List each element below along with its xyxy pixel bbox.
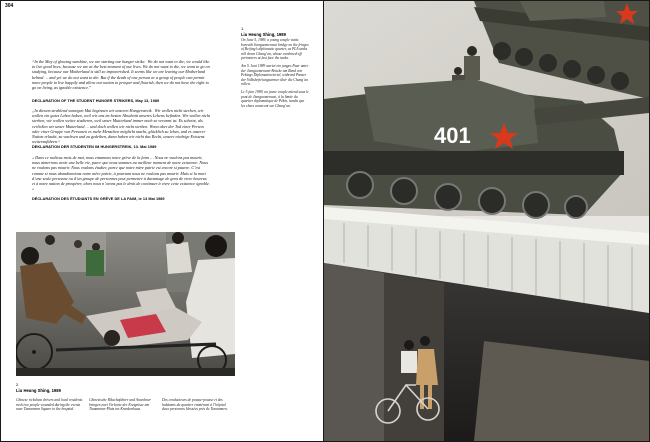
bottom-caption-number: 2. [16,382,20,387]
side-caption-english: On June 5, 1989, a young couple waits beneath Jianguomenwai bridge on the fringes of Beijing’s diplomatic quarter, as PLA tanks roll down Chang’an, whose cordoned-off perimeters at last face the tanks. [241,38,309,61]
page-number: 304 [5,3,14,9]
bottom-caption-title: Liu Heung Shing, 1989 [16,388,61,393]
right-page [324,1,649,441]
quote-german: „In diesem strahlend sonnigen Mai beginnen wir unseren Hungerstreik. Wir wollen nicht sterben, wir wollen ein gutes Leben haben, weil wir uns im besten Abschnitt unseres Lebens befinden. Wir wollen nicht sterben, wir wollen weiter studieren, weil unser Mutterland immer noch so verarmt ist. Es scheint, als verließen wir unser Mutterland … und doch wollen wir nicht sterben. Wenn aber der Tod einer Person oder einer Gruppe von Personen es mehr Menschen möglicht macht, glücklich zu leben, und es unserer Nation erlaubt, zu wachsen und zu gedeihen, dann haben wir nicht das Recht, unsere niedrige Existenz weiterzuführen.“ [32,108,210,145]
left-page [1,1,323,441]
side-caption [241,26,309,108]
photo-tanks-bridge [324,1,649,441]
bottom-caption [16,382,94,393]
bottom-caption-german: Chinesische Rikschafahrer und Anwohner bringen zwei Verletzte der Ereignisse am Tiananmen-Platz ins Krankenhaus. [89,398,151,412]
source-french: DÉCLARATION DES ÉTUDIANTS EN GRÈVE DE LA FAIM, le 13 Mai 1989 [32,197,165,201]
photo-rickshaw-wounded [16,232,235,376]
side-caption-title: Liu Heung Shing, 1989 [241,32,286,37]
side-caption-german: Am 5. Juni 1989 wartet ein junges Paar unter der Jianguomenwai-Brücke am Rand von Pekings Diplomatenviertel, während Panzer der Volksbefreiungsarmee über die Chang’an rollen. [241,63,309,87]
source-german: DEKLARATION DER STUDENTEN IM HUNGERSTREIK, 13. Mai 1989 [32,145,157,149]
side-caption-number: 1. [241,26,245,31]
quote-french: « Dans ce radieux mois de mai, nous entamons notre grève de la faim … Nous ne voulons pas mourir, nous aimerions avoir une belle vie, parce que nous sommes au meilleur moment de notre existence. Nous ne voulons pas mourir. Nous voulons étudier, parce que notre mère patrie est encore si pauvre. C’est comme si nous abandonnions notre mère patrie, à pourtant nous ne voulons pas mourir. Mais si la mort d’une seule personne ou d’un groupe de personnes peut permettre à davantage de gens de vivre heureux et à notre nation de prospérer, alors nous n’avons pas le droit de continuer à vivre cette existence ignoble. » [32,155,210,192]
bottom-caption-english: Chinese rickshaw drivers and local residents rush two people wounded during the events near Tiananmen Square to the hospital. [16,398,83,412]
bottom-caption-french: Des conducteurs de pousse-pousse et des habitants du quartier emmènent à l’hôpital deux personnes blessées près de Tiananmen. [162,398,228,412]
quote-english: “In the May of glowing sunshine, we are starting our hunger strike. We do not want to die; we would like to live good lives, because we are at the best moment of our lives. We do not want to die, we want to go on studying, because our Motherland is still so impoverished. It seems like we are leaving our Motherland behind … and yet we do not want to die. But if the death of one person or a group of people can permit more people to live happily and allow our nation to prosper and flourish, then we do not have the right to go on living, as ignoble existence.” [32,59,210,91]
side-caption-french: Le 5 juin 1989, un jeune couple attend sous le pont de Jianguomenwai, à la limite du quartier diplomatique de Pékin, tandis que les chars avancent sur Chang’an. [241,89,309,108]
source-english: DECLARATION OF THE STUDENT HUNGER STRIKERS, May 13, 1989 [32,99,160,103]
tank-number: 401 [434,123,471,148]
